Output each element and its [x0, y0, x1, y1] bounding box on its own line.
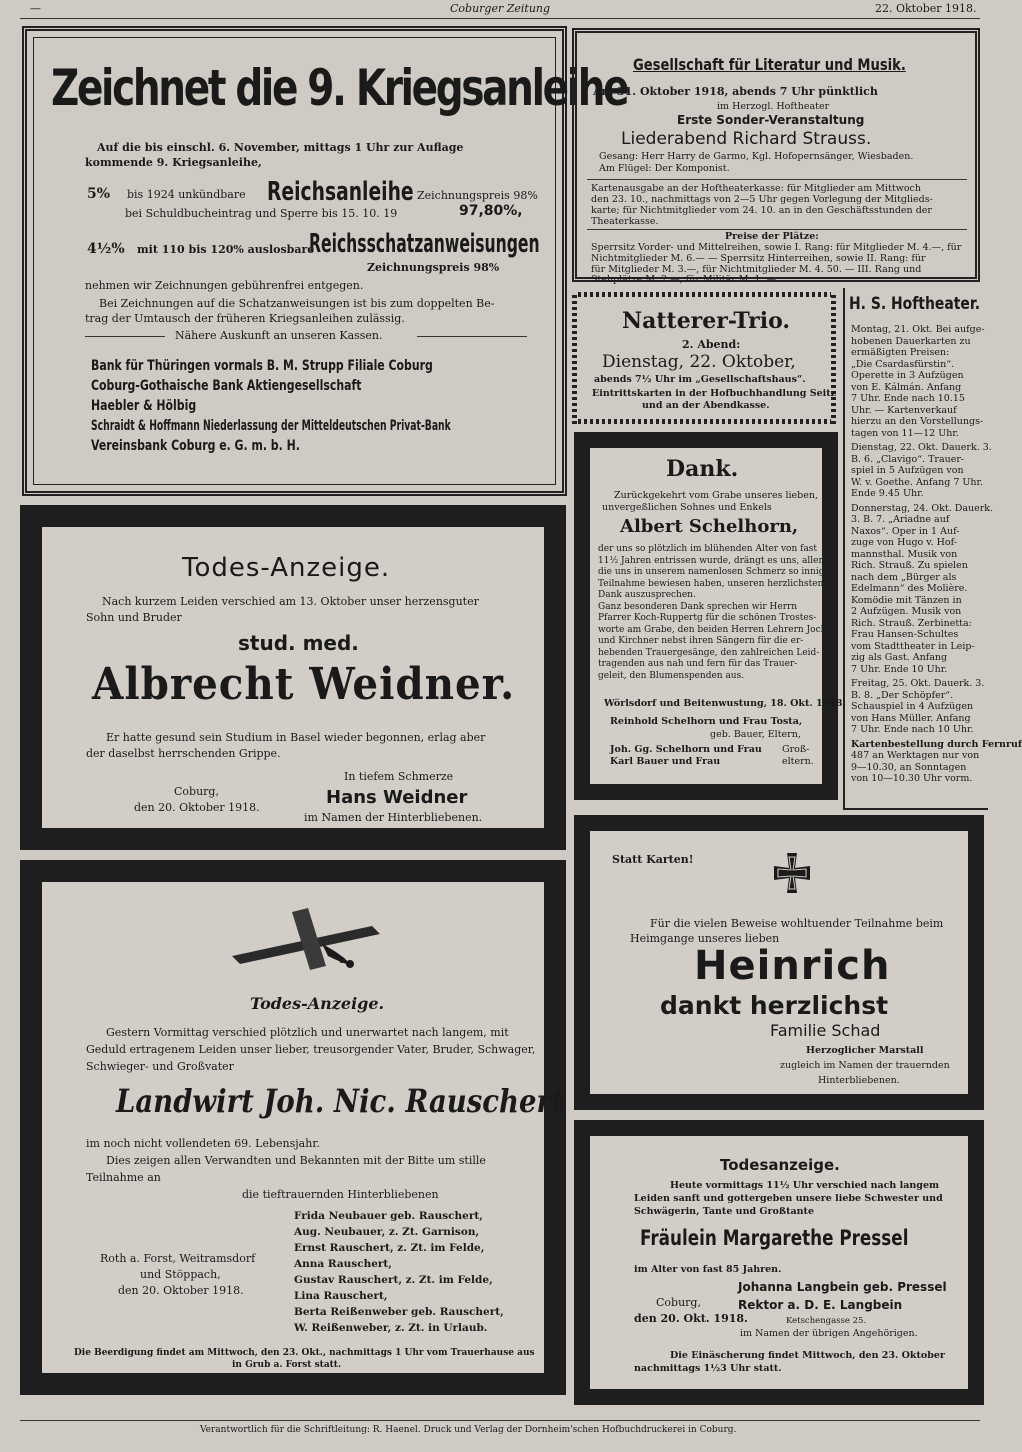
theater-line: Kartenbestellung durch Fernruf	[851, 738, 1022, 750]
survivor-name: Gustav Rauschert, z. Zt. im Felde,	[294, 1274, 493, 1286]
theater-line: Donnerstag, 24. Okt. Dauerk.	[851, 502, 994, 514]
war-loan-line: nehmen wir Zeichnungen gebührenfrei entgegen.	[85, 279, 364, 292]
survivor-name: Anna Rauschert,	[294, 1258, 392, 1270]
theater-line: zuge von Hugo v. Hof-	[851, 537, 957, 548]
weidner-line: stud. med.	[238, 631, 359, 655]
schatzanweisungen-label: Reichsschatzanweisungen	[309, 229, 540, 259]
weidner-line: Nach kurzem Leiden verschied am 13. Oktober unser herzensguter	[102, 595, 479, 608]
dank-line: Zurückgekehrt vom Grabe unseres lieben,	[614, 490, 818, 501]
war-loan-line: mit 110 bis 120% auslosbare	[137, 243, 315, 256]
pressel-line: Leiden sanft und gottergeben unsere liebe Schwester und	[634, 1193, 943, 1204]
rauschert-line: Gestern Vormittag verschied plötzlich und unerwartet nach langem, mit	[106, 1026, 509, 1039]
survivor-name: Frida Neubauer geb. Rauschert,	[294, 1210, 483, 1222]
heinrich-line: Heimgange unseres lieben	[630, 932, 780, 945]
rauschert-date: den 20. Oktober 1918.	[118, 1284, 244, 1297]
natterer-trio-ad	[572, 292, 836, 424]
heinrich-name: Heinrich	[694, 943, 891, 989]
pressel-line: im Namen der übrigen Angehörigen.	[740, 1328, 918, 1339]
dank-signature: Reinhold Schelhorn und Frau Tosta,	[610, 716, 803, 727]
dank-line: die uns in unserem namenlosen Schmerz so innige	[598, 567, 830, 577]
pressel-title: Todesanzeige.	[720, 1156, 840, 1174]
rate-5: 5%	[87, 186, 111, 202]
war-loan-line: bei Schuldbucheintrag und Sperre bis 15. 10. 19	[125, 207, 398, 220]
header-masthead: Coburger Zeitung	[450, 2, 551, 15]
divider	[417, 336, 527, 337]
dank-signature: Joh. Gg. Schelhorn und Frau	[610, 744, 762, 755]
lit-title: Gesellschaft für Literatur und Musik.	[633, 55, 906, 74]
bank-name: Schraidt & Hoffmann Niederlassung der Mitteldeutschen Privat-Bank	[91, 418, 451, 434]
pressel-line: Heute vormittags 11½ Uhr verschied nach langem	[670, 1180, 940, 1191]
theater-line: hierzu an den Vorstellungs-	[851, 416, 984, 427]
bank-name: Vereinsbank Coburg e. G. m. b. H.	[91, 438, 300, 454]
weidner-line: Sohn und Bruder	[86, 611, 182, 624]
theater-line: 3. B. 7. „Ariadne auf	[851, 514, 950, 525]
dank-line: hebenden Trauergesänge, den zahlreichen Leid-	[598, 647, 820, 658]
theater-line: Komödie mit Tänzen in	[851, 594, 962, 606]
dank-deceased-name: Albert Schelhorn,	[620, 516, 799, 537]
lit-line: Kartenausgabe an der Hoftheaterkasse: für Mitglieder am Mittwoch	[591, 183, 921, 194]
dank-place: Wörlsdorf und Beitenwustung, 18. Okt. 1918.	[604, 698, 846, 709]
rauschert-line: Dies zeigen allen Verwandten und Bekannten mit der Bitte um stille	[106, 1154, 486, 1167]
hoftheater-column	[843, 288, 1022, 810]
bank-name: Haebler & Hölbig	[91, 398, 197, 414]
footer-rule	[20, 1420, 980, 1421]
divider	[587, 179, 967, 180]
theater-line: B. 8. „Der Schöpfer“.	[851, 689, 954, 701]
pressel-line: im Alter von fast 85 Jahren.	[634, 1264, 782, 1275]
trio-date: Dienstag, 22. Oktober,	[602, 352, 796, 372]
survivor-name: Berta Reißenweber geb. Rauschert,	[294, 1306, 504, 1318]
theater-line: 487 an Werktagen nur von	[851, 750, 980, 761]
war-loan-line: Nähere Auskunft an unseren Kassen.	[175, 329, 383, 342]
todes-anzeige-weidner-ad	[20, 505, 566, 850]
war-loan-line: bis 1924 unkündbare	[127, 188, 246, 201]
theater-line: tagen von 11—12 Uhr.	[851, 427, 959, 439]
page-footer: Verantwortlich für die Schriftleitung: R. Haenel. Druck und Verlag der Dornheim'schen Hofbuchdruckerei in Coburg.	[200, 1425, 737, 1435]
survivor-name: Aug. Neubauer, z. Zt. Garnison,	[294, 1226, 480, 1238]
theater-line: Edelmann“ des Molière.	[851, 583, 968, 594]
lit-line: Am Flügel: Der Komponist.	[599, 163, 730, 174]
dank-line: Teilnahme bewiesen haben, unseren herzlichsten	[598, 578, 824, 589]
theater-line: von Hans Müller. Anfang	[851, 712, 971, 724]
theater-line: mannsthal. Musik von	[851, 548, 958, 560]
literature-music-ad	[572, 28, 980, 285]
pressel-line: Schwägerin, Tante und Großtante	[634, 1206, 814, 1217]
pressel-deceased-name: Fräulein Margarethe Pressel	[640, 1226, 909, 1250]
theater-line: Dienstag, 22. Okt. Dauerk. 3.	[851, 442, 992, 453]
rauschert-place: Roth a. Forst, Weitramsdorf	[100, 1252, 256, 1265]
rauschert-line: die tieftrauernden Hinterbliebenen	[242, 1188, 439, 1201]
dank-line: Dank auszusprechen.	[598, 590, 696, 600]
survivor-name: Ernst Rauschert, z. Zt. im Felde,	[294, 1242, 485, 1254]
dank-line: unvergeßlichen Sohnes und Enkels	[602, 502, 772, 513]
dank-signature: Groß-	[782, 744, 810, 755]
theater-line: Rich. Strauß. Zerbinetta:	[851, 617, 972, 629]
header-left: —	[30, 2, 41, 15]
pressel-signature: Johanna Langbein geb. Pressel	[738, 1280, 947, 1294]
ornament-border	[831, 292, 836, 424]
war-loan-line: Auf die bis einschl. 6. November, mittags 1 Uhr zur Auflage	[97, 141, 464, 154]
theater-line: Freitag, 25. Okt. Dauerk. 3.	[851, 678, 985, 689]
theater-line: 9—10.30, an Sonntagen	[851, 761, 967, 773]
divider	[587, 229, 967, 230]
survivor-name: Lina Rauschert,	[294, 1290, 388, 1302]
theater-line: zig als Gast. Anfang	[851, 652, 948, 663]
heinrich-thanks: dankt herzlichst	[660, 991, 889, 1020]
theater-program	[851, 324, 1022, 785]
theater-line: 2 Aufzügen. Musik von	[851, 606, 962, 617]
trio-line: Eintrittskarten in der Hofbuchhandlung Seitz	[592, 388, 837, 399]
weidner-title: Todes-Anzeige.	[182, 553, 391, 583]
lit-line: karte; für Nichtmitglieder vom 24. 10. an in den Geschäftsstunden der	[591, 205, 932, 216]
lit-line: für Mitglieder M. 3.—, für Nichtmitglieder M. 4. 50. — III. Rang und	[591, 264, 922, 275]
weidner-date: den 20. Oktober 1918.	[134, 801, 260, 814]
rauschert-place: und Stöppach,	[140, 1268, 221, 1281]
rauschert-footnote: Die Beerdigung findet am Mittwoch, den 23. Okt., nachmittags 1 Uhr vom Trauerhause aus	[74, 1348, 535, 1358]
todes-anzeige-rauschert-ad	[20, 860, 566, 1395]
dank-line: tragenden aus nah und fern für das Trauer-	[598, 659, 798, 669]
weidner-signature: im Namen der Hinterbliebenen.	[304, 811, 483, 824]
lit-line: Theaterkasse.	[591, 216, 659, 227]
theater-line: vom Stadttheater in Leip-	[851, 640, 975, 652]
rauschert-deceased-name: Landwirt Joh. Nic. Rauschert	[116, 1082, 564, 1120]
theater-line: W. v. Goethe. Anfang 7 Uhr.	[851, 476, 984, 488]
dank-signature: eltern.	[782, 756, 814, 767]
bank-name: Bank für Thüringen vormals B. M. Strupp Filiale Coburg	[91, 358, 433, 374]
dank-schelhorn-ad	[574, 432, 846, 800]
rauschert-line: im noch nicht vollendeten 69. Lebensjahr.	[86, 1137, 320, 1150]
weidner-deceased-name: Albrecht Weidner.	[92, 659, 516, 710]
war-loan-title: Zeichnet die 9. Kriegsanleihe	[51, 59, 628, 117]
dank-title: Dank.	[666, 456, 739, 482]
weidner-line: Er hatte gesund sein Studium in Basel wieder begonnen, erlag aber	[106, 731, 486, 744]
header-date: 22. Oktober 1918.	[875, 2, 977, 15]
pressel-signature: Rektor a. D. E. Langbein	[738, 1298, 903, 1312]
rauschert-title: Todes-Anzeige.	[250, 994, 385, 1013]
rauschert-footnote: in Grub a. Forst statt.	[232, 1360, 342, 1370]
dank-line: der uns so plötzlich im blühenden Alter von fast	[598, 544, 818, 554]
ornament-border	[572, 292, 577, 424]
heinrich-line: zugleich im Namen der trauernden	[780, 1060, 950, 1071]
heinrich-dank-ad	[574, 815, 984, 1110]
war-loan-line: trag der Umtausch der früheren Kriegsanleihen zulässig.	[85, 312, 405, 325]
war-loan-line: kommende 9. Kriegsanleihe,	[85, 156, 262, 169]
todesanzeige-pressel-ad	[574, 1120, 984, 1405]
bank-list	[91, 356, 561, 456]
heinrich-line: Für die vielen Beweise wohltuender Teilnahme beim	[650, 917, 944, 930]
dank-signature: geb. Bauer, Eltern,	[710, 729, 801, 740]
heinrich-family: Familie Schad	[770, 1021, 881, 1040]
iron-cross-icon	[770, 851, 814, 895]
rauschert-line: Teilnahme an	[86, 1171, 161, 1184]
ornament-border	[572, 419, 836, 424]
divider	[85, 336, 165, 337]
lit-concert-title: Liederabend Richard Strauss.	[621, 129, 872, 149]
war-loan-line: Zeichnungspreis 98%	[367, 261, 500, 274]
theater-line: „Die Csardasfürstin“.	[851, 358, 955, 370]
theater-line: Operette in 3 Aufzügen	[851, 370, 964, 381]
trio-line: 2. Abend:	[682, 338, 741, 351]
trio-line: abends 7½ Uhr im „Gesellschaftshaus“.	[594, 374, 806, 385]
war-loan-line: Zeichnungspreis 98%	[417, 189, 538, 202]
theater-line: Rich. Strauß. Zu spielen	[851, 560, 968, 571]
war-loan-line: Bei Zeichnungen auf die Schatzanweisungen ist bis zum doppelten Be-	[99, 297, 495, 310]
theater-line: Montag, 21. Okt. Bei aufge-	[851, 324, 985, 335]
pressel-footnote: nachmittags 1½3 Uhr statt.	[634, 1363, 782, 1374]
theater-line: ermäßigten Preisen:	[851, 347, 950, 358]
lit-line: Am 31. Oktober 1918, abends 7 Uhr pünktlich	[593, 85, 878, 98]
dank-body	[598, 544, 830, 682]
lit-line: Nichtmitglieder M. 6.— — Sperrsitz Hinterreihen, sowie II. Rang: für	[591, 253, 926, 264]
weidner-signature-name: Hans Weidner	[326, 787, 468, 808]
dank-line: Pfarrer Koch-Ruppertg für die schönen Trostes-	[598, 613, 817, 623]
heinrich-line: Hinterbliebenen.	[818, 1075, 900, 1086]
theater-line: Naxos“. Oper in 1 Auf-	[851, 525, 960, 537]
weidner-signature: In tiefem Schmerze	[344, 770, 454, 783]
lit-line: Gesang: Herr Harry de Garmo, Kgl. Hofopernsänger, Wiesbaden.	[599, 151, 914, 162]
theater-title: H. S. Hoftheater.	[849, 294, 981, 314]
theater-line: nach dem „Bürger als	[851, 571, 957, 583]
theater-line: hobenen Dauerkarten zu	[851, 335, 971, 347]
pressel-date: den 20. Okt. 1918.	[634, 1312, 748, 1325]
war-loan-price: 97,80%,	[459, 203, 523, 219]
cross-branch-icon	[222, 904, 392, 974]
dank-line: Ganz besonderen Dank sprechen wir Herrn	[598, 601, 798, 612]
lit-line: den 23. 10., nachmittags von 2—5 Uhr gegen Vorlegung der Mitglieds-	[591, 194, 933, 205]
page-header	[20, 2, 980, 18]
theater-line: spiel in 5 Aufzügen von	[851, 465, 964, 476]
trio-title: Natterer-Trio.	[622, 308, 791, 334]
weidner-place: Coburg,	[174, 785, 219, 798]
theater-line: 7 Uhr. Ende nach 10 Uhr.	[851, 724, 974, 735]
rate-4-5: 4½%	[87, 241, 125, 257]
header-rule	[20, 18, 980, 19]
lit-line: Erste Sonder-Veranstaltung	[677, 113, 865, 127]
bank-name: Coburg-Gothaische Bank Aktiengesellschaft	[91, 378, 362, 394]
theater-line: Frau Hansen-Schultes	[851, 629, 959, 640]
rauschert-line: Schwieger- und Großvater	[86, 1060, 234, 1073]
lit-line: Preise der Plätze:	[725, 231, 819, 242]
theater-line: Uhr. — Kartenverkauf	[851, 404, 957, 416]
theater-line: von E. Kálmán. Anfang	[851, 381, 962, 393]
rauschert-line: Geduld ertragenem Leiden unser lieber, treusorgender Vater, Bruder, Schwager,	[86, 1043, 536, 1056]
survivor-name: W. Reißenweber, z. Zt. in Urlaub.	[294, 1322, 488, 1334]
theater-line: von 10—10.30 Uhr vorm.	[851, 773, 973, 784]
dank-line: worte am Grabe, den beiden Herren Lehrern Joch	[598, 624, 827, 635]
lit-line: Sperrsitz Vorder- und Mittelreihen, sowie I. Rang: für Mitglieder M. 4.—, für	[591, 242, 962, 253]
theater-line: Ende 9.45 Uhr.	[851, 488, 924, 499]
trio-line: und an der Abendkasse.	[642, 400, 770, 411]
dank-line: und Kirchner nebst ihren Sängern für die er-	[598, 636, 804, 646]
theater-line: Schauspiel in 4 Aufzügen	[851, 701, 974, 712]
theater-line: B. 6. „Clavigo“. Trauer-	[851, 453, 965, 465]
pressel-place: Coburg,	[656, 1296, 701, 1309]
weidner-line: der daselbst herrschenden Grippe.	[86, 747, 281, 760]
ornament-border	[572, 292, 836, 297]
heinrich-top: Statt Karten!	[612, 853, 694, 866]
heinrich-line: Herzoglicher Marstall	[806, 1045, 924, 1056]
lit-line: Stehplätze M. 2.—, für Militär M. 1. —.	[591, 274, 780, 285]
pressel-line: Ketschengasse 25.	[786, 1316, 867, 1326]
theater-line: 7 Uhr. Ende nach 10.15	[851, 393, 965, 404]
pressel-footnote: Die Einäscherung findet Mittwoch, den 23. Oktober	[670, 1350, 945, 1361]
dank-line: 11½ Jahren entrissen wurde, drängt es uns, allen,	[598, 555, 828, 566]
theater-line: 7 Uhr. Ende 10 Uhr.	[851, 663, 948, 675]
dank-line: geleit, den Blumenspenden aus.	[598, 670, 745, 681]
lit-line: im Herzogl. Hoftheater	[717, 101, 830, 112]
dank-signature: Karl Bauer und Frau	[610, 756, 721, 767]
reichsanleihe-label: Reichsanleihe	[267, 177, 414, 207]
rauschert-survivors	[294, 1208, 554, 1336]
